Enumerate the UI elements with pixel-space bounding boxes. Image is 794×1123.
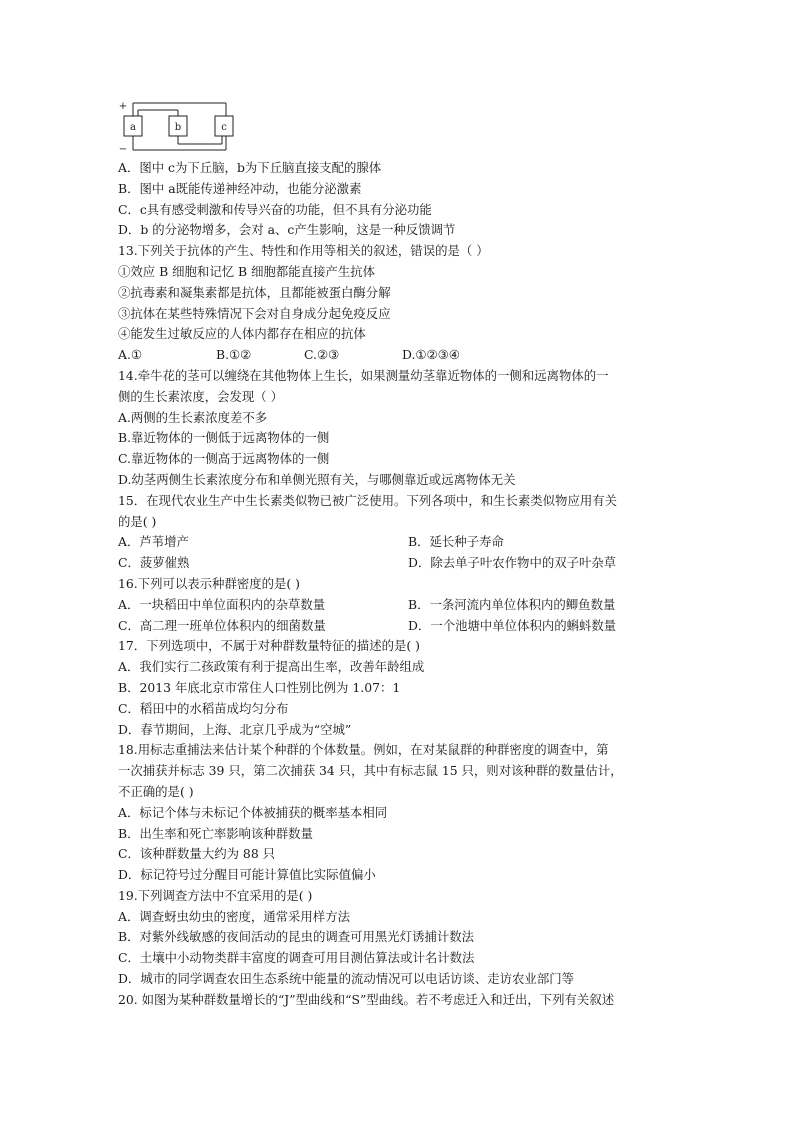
q14-stem-line-2: 侧的生长素浓度，会发现（ ） [118,388,284,404]
q19-option-b: B．对紫外线敏感的夜间活动的昆虫的调查可用黑光灯诱捕计数法 [118,929,475,945]
q13-option-b: B.①② [216,347,252,363]
box-a-label: a [130,122,136,133]
q17-option-a: A．我们实行二孩政策有利于提高出生率，改善年龄组成 [118,659,425,675]
q18-stem-line-1: 18.用标志重捕法来估计某个种群的个体数量。例如，在对某鼠群的种群密度的调查中，第 [118,742,609,758]
q17-stem: 17．下列选项中，不属于对种群数量特征的描述的是( ) [118,638,420,654]
q14-option-a: A.两侧的生长素浓度差不多 [118,409,268,425]
q19-option-d: D．城市的同学调查农田生态系统中能量的流动情况可以电话访谈、走访农业部门等 [118,971,574,987]
q15-option-d: D．除去单子叶农作物中的双子叶杂草 [408,555,617,571]
q16-options-row-2 [118,616,688,637]
q17-option-b: B．2013 年底北京市常住人口性别比例为 1.07：1 [118,679,401,695]
q16-option-b: B．一条河流内单位体积内的鲫鱼数量 [408,596,616,612]
q14-option-b: B.靠近物体的一侧低于远离物体的一侧 [118,430,330,446]
q20-stem: 20. 如图为某种群数量增长的“J”型曲线和“S”型曲线。若不考虑迁入和迁出，下列有关叙述 [118,991,615,1007]
box-b-label: b [174,122,182,133]
q18-stem-line-3: 不正确的是( ) [118,783,194,799]
q18-option-d: D．标记符号过分醒目可能计算值比实际值偏小 [118,867,376,883]
q13-option-d: D.①②③④ [402,347,460,363]
q18-option-c: C．该种群数量大约为 88 只 [118,846,276,862]
q13-statement-3: ③抗体在某些特殊情况下会对自身成分起免疫反应 [118,305,391,321]
q18-option-b: B．出生率和死亡率影响该种群数量 [118,825,313,841]
q12-option-a: A．图中 c为下丘脑，b为下丘脑直接支配的腺体 [118,160,382,175]
q15-option-b: B．延长种子寿命 [408,534,504,550]
q18-stem-line-2: 一次捕获并标志 39 只，第二次捕获 34 只，其中有标志鼠 15 只，则对该种群的数量估计， [118,763,623,779]
q13-statement-4: ④能发生过敏反应的人体内都存在相应的抗体 [118,326,366,342]
q15-stem-line-2: 的是( ) [118,513,157,529]
q15-options-row-2 [118,553,688,574]
q16-stem: 16.下列可以表示种群密度的是( ) [118,575,300,591]
q16-option-a: A．一块稻田中单位面积内的杂草数量 [118,596,326,612]
q15-stem-line-1: 15．在现代农业生产中生长素类似物已被广泛使用。下列各项中，和生长素类似物应用有关 [118,492,618,508]
q12-option-d: D．b 的分泌物增多，会对 a、c产生影响，这是一种反馈调节 [118,222,456,238]
q13-statement-2: ②抗毒素和凝集素都是抗体，且都能被蛋白酶分解 [118,284,391,300]
q16-option-d: D．一个池塘中单位体积内的蝌蚪数量 [408,617,617,633]
q15-options-row-1 [118,532,688,553]
q15-option-a: A．芦苇增产 [118,534,189,550]
q16-option-c: C．高二理一班单位体积内的细菌数量 [118,617,326,633]
feedback-regulation-diagram [118,100,243,156]
q14-stem-line-1: 14.牵牛花的茎可以缠绕在其他物体上生长，如果测量幼茎靠近物体的一侧和远离物体的一 [118,367,609,383]
q19-stem: 19.下列调查方法中不宜采用的是( ) [118,887,313,903]
q14-option-d: D.幼茎两侧生长素浓度分布和单侧光照有关，与哪侧靠近或远离物体无关 [118,471,516,487]
q13-option-a: A.① [118,347,142,363]
q13-option-c: C.②③ [304,347,340,363]
q19-option-a: A．调查蚜虫幼虫的密度，通常采用样方法 [118,908,350,924]
plus-sign-1: + [118,101,128,112]
q19-option-c: C．土壤中小动物类群丰富度的调查可用目测估算法或计名计数法 [118,950,475,966]
q13-statement-1: ①效应 B 细胞和记忆 B 细胞都能直接产生抗体 [118,263,375,279]
q12-option-b: B．图中 a既能传递神经冲动，也能分泌激素 [118,180,362,196]
q17-option-c: C．稻田中的水稻苗成均匀分布 [118,700,289,716]
q13-options-row [118,345,688,366]
q18-option-a: A．标记个体与未标记个体被捕获的概率基本相同 [118,804,388,820]
q17-option-d: D．春节期间，上海、北京几乎成为“空城” [118,721,352,737]
q13-stem: 13.下列关于抗体的产生、特性和作用等相关的叙述，错误的是（ ） [118,243,489,259]
q14-option-c: C.靠近物体的一侧高于远离物体的一侧 [118,451,330,467]
q12-option-c: C．c具有感受刺激和传导兴奋的功能，但不具有分泌功能 [118,201,432,217]
exam-page [118,100,688,1011]
box-c-label: c [221,122,227,133]
minus-sign-1: − [118,144,128,155]
q15-option-c: C．菠萝催熟 [118,555,190,571]
q16-options-row-1 [118,595,688,616]
